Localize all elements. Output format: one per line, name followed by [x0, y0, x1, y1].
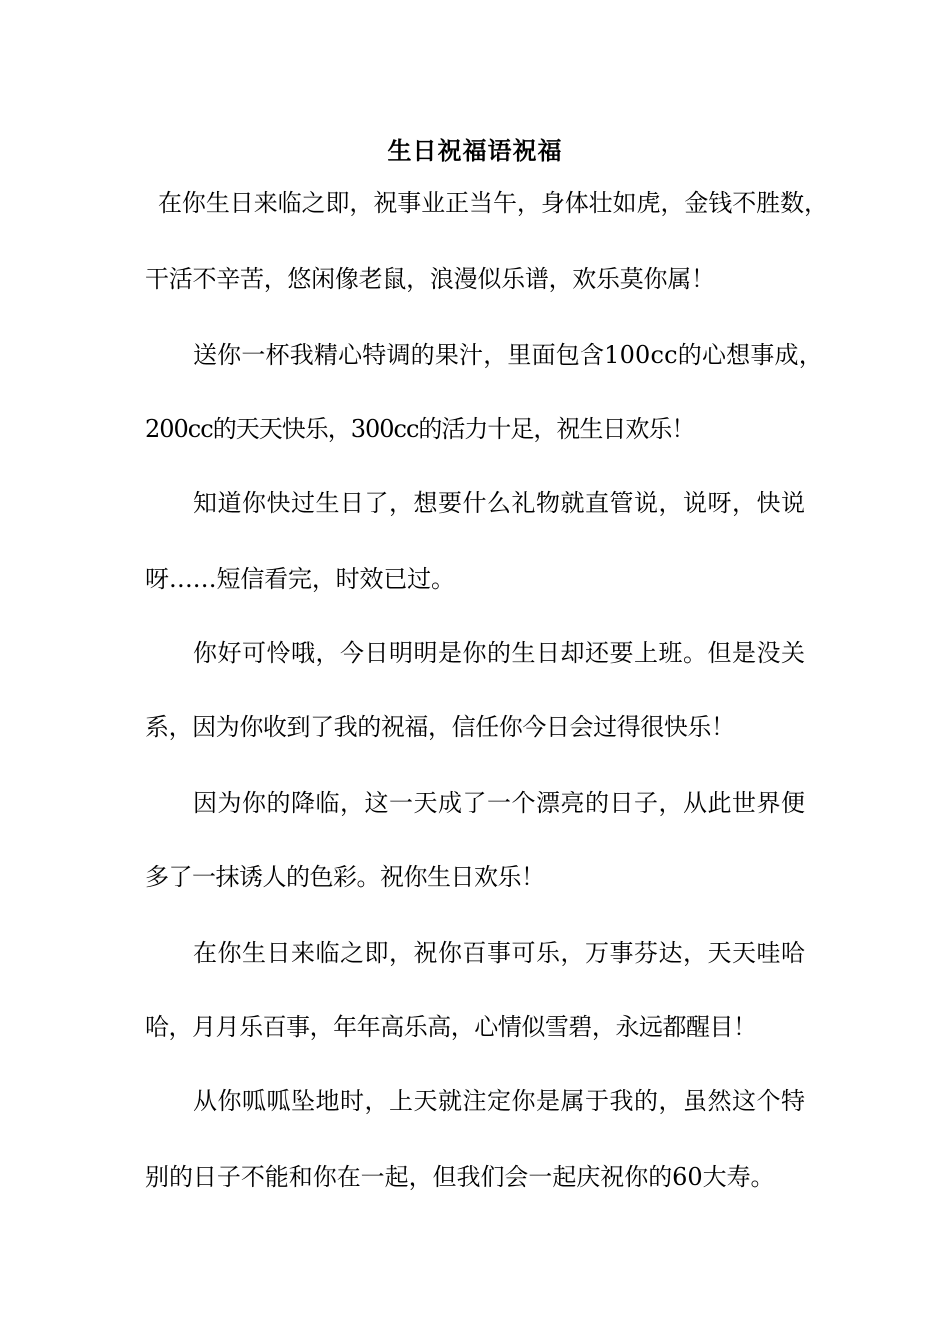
document-title: 生日祝福语祝福 — [387, 136, 563, 165]
paragraph-2-line-1: 送你一杯我精心特调的果汁，里面包含100cc的心想事成， — [193, 341, 823, 369]
paragraph-1-line-1: 在你生日来临之即，祝事业正当午，身体壮如虎，金钱不胜数， — [158, 189, 828, 217]
paragraph-4-line-1: 你好可怜哦，今日明明是你的生日却还要上班。但是没关 — [193, 639, 806, 667]
paragraph-4-line-2: 系，因为你收到了我的祝福，信任你今日会过得很快乐！ — [145, 713, 735, 741]
paragraph-6-line-2: 哈，月月乐百事，年年高乐高，心情似雪碧，永远都醒目！ — [145, 1013, 757, 1041]
paragraph-3-line-1: 知道你快过生日了，想要什么礼物就直管说，说呀，快说 — [193, 489, 806, 517]
paragraph-5-line-1: 因为你的降临，这一天成了一个漂亮的日子，从此世界便 — [193, 789, 806, 817]
paragraph-7-line-2: 别的日子不能和你在一起，但我们会一起庆祝你的60大寿。 — [145, 1163, 775, 1191]
paragraph-5-line-2: 多了一抹诱人的色彩。祝你生日欢乐！ — [145, 863, 545, 891]
paragraph-1-line-2: 干活不辛苦，悠闲像老鼠，浪漫似乐谱，欢乐莫你属！ — [145, 265, 715, 293]
paragraph-2-line-2: 200cc的天天快乐，300cc的活力十足，祝生日欢乐！ — [145, 415, 695, 443]
paragraph-3-line-2: 呀……短信看完，时效已过。 — [145, 565, 455, 593]
paragraph-6-line-1: 在你生日来临之即，祝你百事可乐，万事芬达，天天哇哈 — [193, 939, 806, 967]
paragraph-7-line-1: 从你呱呱坠地时，上天就注定你是属于我的，虽然这个特 — [193, 1087, 806, 1115]
